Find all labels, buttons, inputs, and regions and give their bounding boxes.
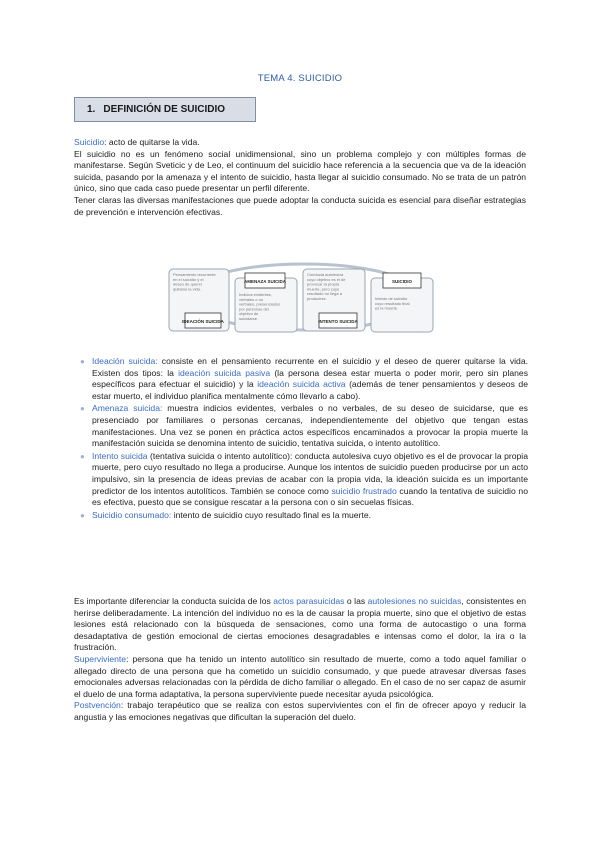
term-suicidio: Suicidio <box>74 137 105 147</box>
definition-line <box>74 137 526 149</box>
box-amenaza-text: Indicios evidentes, verbales o no verbales, presenciados por personas del objetivo de suicidarse. <box>239 292 281 321</box>
manifestations-list <box>80 356 528 522</box>
definition-text: : acto de quitarse la vida. <box>104 137 200 147</box>
term-suicidio-frustrado: suicidio frustrado <box>331 485 397 496</box>
term-ideacion: Ideación suicida: <box>92 356 158 366</box>
text-intento: (tentativa suicida o intento autolítico): conducta autolesiva cuyo objetivo es el de provocar la propia muerte, pero cuyo resultado no llega a producirse. Aunque los intentos de suicidio pueden producirse por un acto impulsivo, sin la presencia de ideas previas de acabar con la propia vida, la ideación suicida es un importante predictor de los intentos autolíticos. También se conoce como <box>92 450 528 496</box>
text-ideacion-2: (la persona desea estar muerta o poder morir, pero sin planes específicos para efectuar el suicidio) y la <box>92 367 528 390</box>
list-item-consumado <box>80 509 528 522</box>
text-consumado: intento de suicidio cuyo resultado final es la muerte. <box>171 509 371 520</box>
bullet-icon: ● <box>80 451 85 461</box>
term-consumado: Suicidio consumado: <box>92 509 172 520</box>
term-intento: Intento suicida <box>92 450 148 461</box>
postvencion-text: : trabajo terapéutico que se realiza con estos supervivientes con el fin de ofrecer apoyo y reducir la angustia y las emociones negativas que dificultan la superación del duelo. <box>74 700 526 722</box>
superviviente-paragraph <box>74 654 526 700</box>
superviviente-text: : persona que ha tenido un intento autolítico sin resultado de muerte, como a todo aquel familiar o allegado directo de una persona que ha cometido un suicidio consumado, y que puede atravesar diversas fases emocionales adversas relacionadas con la pérdida de dicho familiar o allegado. En el caso de no ser capaz de asumir el duelo de una forma adaptativa, la persona superviviente puede necesitar ayuda psicológica. <box>74 653 526 699</box>
term-parasuicidas: actos parasuicidas <box>273 596 345 606</box>
page-title: TEMA 4. SUICIDIO <box>257 73 343 84</box>
outro-paragraph <box>74 596 526 724</box>
label-amenaza-text: AMENAZA SUICIDA <box>243 279 287 284</box>
text-ideacion-3: (además de tener pensamientos y deseos de estar muerto, el individuo planifica mentalmente cómo llevarlo a cabo). <box>92 379 528 401</box>
term-superviviente: Superviviente <box>74 653 127 664</box>
term-amenaza: Amenaza suicida: <box>92 403 163 414</box>
intro-paragraph <box>74 137 526 218</box>
box-intento-text: Conducta autolesiva cuyo objetivo es el de provocar la propia muerte, pero cuyo resultado no llega a producirse. <box>307 272 346 301</box>
suicide-continuum-diagram <box>163 260 445 334</box>
outro-text-2: o las <box>344 596 368 606</box>
section-heading <box>74 97 256 122</box>
text-amenaza: muestra indicios evidentes, verbales o no verbales, de su deseo de suicidarse, que es presenciado por familiares o personas cercanas, independientemente del objetivo que tengan estas manifestaciones. Una vez se ponen en práctica actos específicos encaminados a provocar la propia muerte la manifestación suicida se denomina intento de suicidio, tentativa suicida, o intento autolítico. <box>92 403 528 449</box>
bullet-icon: ● <box>80 510 85 520</box>
intro-text-1: El suicidio no es un fenómeno social unidimensional, sino un problema complejo y con múltiples formas de manifestarse. Según Sveticic y de Leo, el continuum del suicidio hace referencia a la secuencia que va de la ideación suicida, pasando por la amenaza y el intento de suicidio, hasta llegar al suicidio consumado. No se trata de un patrón único, sino que cada caso puede presentar un perfil diferente. <box>74 148 526 194</box>
postvencion-paragraph <box>74 700 526 723</box>
intro-text-2: Tener claras las diversas manifestaciones que puede adoptar la conducta suicida es esencial para diseñar estrategias de prevención e intervención efectivas. <box>74 194 526 217</box>
text-intento-2: cuando la tentativa de suicidio no es efectiva, puesto que se consigue rescatar a la persona con o sin secuelas físicas. <box>92 485 528 508</box>
outro-text-3: , consistentes en herirse deliberadamente. La intención del individuo no es la de causar la propia muerte, sino que el objetivo de estas lesiones está relacionado con la búsqueda de sensaciones, como una forma de autocastigo o una forma desadaptativa de gestión emocional de ciertas emociones desagradables e intensas como el dolor, la ira o la frustración. <box>74 596 526 653</box>
term-ideacion-activa: ideación suicida activa <box>257 379 346 390</box>
box-suicidio-text: Intento de suicidio cuyo resultado final es la muerte. <box>375 296 410 311</box>
list-item-amenaza <box>80 403 528 449</box>
bullet-icon: ● <box>80 404 85 414</box>
label-intento-text: INTENTO SUICIDA <box>318 319 358 324</box>
text-ideacion: consiste en el pensamiento recurrente en el suicidio y el deseo de querer quitarse la vida. Existen dos tipos: la <box>92 356 528 378</box>
outro-text-1: Es importante diferenciar la conducta suicida de los <box>74 596 274 606</box>
bullet-icon: ● <box>80 357 85 366</box>
label-ideacion-text: IDEACIÓN SUICIDA <box>182 319 224 324</box>
list-item-ideacion <box>80 356 528 402</box>
label-suicidio-text: SUICIDIO <box>391 279 413 284</box>
parasuicide-paragraph <box>74 596 526 654</box>
section-number: 1. <box>87 104 96 115</box>
term-postvencion: Postvención <box>74 700 121 711</box>
box-ideacion-text: Pensamiento recurrente en el suicidio y el deseo de querer quitarse la vida. <box>173 272 216 292</box>
term-ideacion-pasiva: ideación suicida pasiva <box>178 367 271 378</box>
list-item-intento <box>80 450 528 509</box>
term-autolesiones: autolesiones no suicidas <box>367 596 462 606</box>
section-title: DEFINICIÓN DE SUICIDIO <box>103 104 226 115</box>
